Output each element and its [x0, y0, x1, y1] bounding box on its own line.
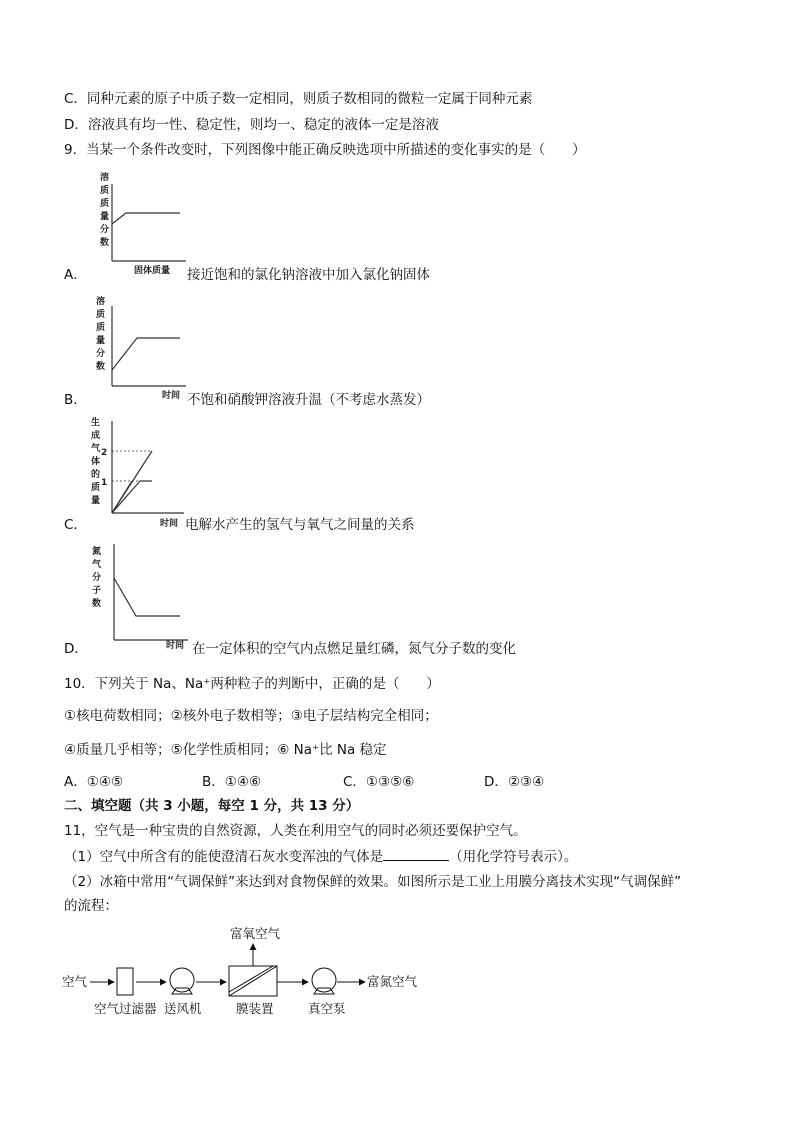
q11-part-1-text: （1）空气中所含有的能使澄清石灰水变浑浊的气体是 — [64, 849, 384, 865]
graph-c-tick-2: 2 — [101, 448, 108, 458]
graph-d-ylabel-3: 分 — [92, 573, 102, 583]
graph-b-series-line — [112, 338, 180, 370]
graph-c-ylabel-4: 体 — [91, 457, 101, 467]
graph-a-ylabel-6: 数 — [100, 238, 110, 248]
flow-membrane-label: 膜装置 — [236, 1001, 274, 1016]
flow-blower-label: 送风机 — [164, 1001, 202, 1016]
graph-b-ylabel-1: 溶 — [96, 297, 106, 307]
graph-a-xlabel: 固体质量 — [134, 266, 171, 276]
graph-b-ylabel-3: 质 — [96, 323, 106, 333]
graph-b-ylabel-4: 量 — [96, 336, 106, 346]
graph-c-series-steep — [112, 481, 132, 513]
q10-stem: 10．下列关于 Na、Na⁺两种粒子的判断中，正确的是（ ） — [64, 676, 440, 692]
blower-icon — [170, 968, 194, 994]
membrane-icon — [229, 966, 277, 996]
q9-option-d-letter: D． — [64, 641, 88, 657]
q9-option-a-caption: 接近饱和的氯化钠溶液中加入氯化钠固体 — [187, 267, 430, 283]
graph-d — [88, 540, 192, 652]
graph-b-ylabel-6: 数 — [96, 362, 106, 372]
q11-part-1-suffix: （用化学符号表示）。 — [449, 849, 578, 865]
graph-d-xlabel: 时间 — [166, 641, 185, 651]
graph-c-tick-1: 1 — [101, 478, 108, 488]
q10-choice-b: B．①④⑥ — [202, 774, 262, 790]
q10-choice-a: A．①④⑤ — [64, 774, 124, 790]
graph-c-xlabel: 时间 — [160, 519, 179, 529]
graph-b-xlabel: 时间 — [162, 391, 181, 401]
graph-c-ylabel-3: 气 — [91, 444, 101, 454]
q11-part-1 — [64, 847, 577, 866]
graph-a-ylabel-1: 溶 — [100, 173, 110, 183]
section-title: 二、填空题（共 3 小题，每空 1 分，共 13 分） — [64, 798, 360, 814]
q10-choice-d: D．②③④ — [484, 774, 545, 790]
q9-stem: 9．当某一个条件改变时，下列图像中能正确反映选项中所描述的变化事实的是（ ） — [64, 142, 586, 158]
answer-blank[interactable] — [383, 847, 449, 861]
graph-b-ylabel-5: 分 — [96, 349, 106, 359]
graph-d-series-line — [114, 578, 180, 616]
graph-a-ylabel-2: 质 — [100, 186, 110, 196]
q10-statements-line-1: ①核电荷数相同；②核外电子数相等；③电子层结构完全相同； — [64, 708, 438, 724]
q9-option-b-letter: B． — [64, 392, 87, 408]
flow-oxygen-label: 富氧空气 — [230, 926, 281, 941]
graph-c-ylabel-1: 生 — [91, 418, 101, 428]
graph-a-ylabel-5: 分 — [100, 225, 110, 235]
graph-a-series-line — [112, 213, 180, 224]
q9-option-a-letter: A． — [64, 267, 87, 283]
flow-input-label: 空气 — [62, 974, 88, 989]
graph-d-ylabel-4: 子 — [92, 586, 102, 596]
graph-c-series-oxygen — [112, 481, 152, 513]
flow-diagram — [60, 922, 440, 1026]
flow-pump-label: 真空泵 — [308, 1001, 346, 1016]
graph-c-ylabel-5: 的 — [91, 470, 101, 480]
graph-a-ylabel-4: 量 — [100, 212, 110, 222]
q10-choice-c: C．①③⑤⑥ — [343, 774, 415, 790]
q9-option-d-caption: 在一定体积的空气内点燃足量红磷，氮气分子数的变化 — [192, 641, 516, 657]
graph-c-ylabel-6: 质 — [91, 483, 101, 493]
graph-c-ylabel-7: 量 — [91, 496, 101, 506]
q9-option-b-caption: 不饱和硝酸钾溶液升温（不考虑水蒸发） — [187, 392, 430, 408]
q9-option-c-letter: C． — [64, 517, 87, 533]
q9-option-c-caption: 电解水产生的氢气与氧气之间量的关系 — [185, 517, 415, 533]
q11-part-2-line-1: （2）冰箱中常用“气调保鲜”来达到对食物保鲜的效果。如图所示是工业上用膜分离技术实现“气调保鲜” — [64, 874, 682, 890]
q11-stem: 11，空气是一种宝贵的自然资源，人类在利用空气的同时必须还要保护空气。 — [64, 823, 527, 839]
graph-d-ylabel-5: 数 — [92, 599, 102, 609]
filter-icon — [117, 968, 133, 995]
flow-filter-label: 空气过滤器 — [94, 1001, 157, 1016]
graph-d-ylabel-2: 气 — [92, 560, 102, 570]
graph-b — [92, 290, 188, 402]
graph-a-ylabel-3: 质 — [100, 199, 110, 209]
q8-option-c: C．同种元素的原子中质子数一定相同，则质子数相同的微粒一定属于同种元素 — [64, 91, 533, 107]
q8-option-d: D．溶液具有均一性、稳定性，则均一、稳定的液体一定是溶液 — [64, 117, 439, 133]
graph-a — [92, 166, 188, 276]
q11-part-2-line-2: 的流程： — [64, 898, 118, 914]
graph-c-ylabel-2: 成 — [91, 431, 101, 441]
q10-statements-line-2: ④质量几乎相等；⑤化学性质相同；⑥ Na⁺比 Na 稳定 — [64, 742, 387, 758]
graph-b-ylabel-2: 质 — [96, 310, 106, 320]
vacuum-pump-icon — [312, 968, 336, 994]
graph-d-ylabel-1: 氮 — [92, 547, 102, 557]
graph-c — [88, 413, 188, 529]
flow-nitrogen-label: 富氮空气 — [367, 974, 418, 989]
